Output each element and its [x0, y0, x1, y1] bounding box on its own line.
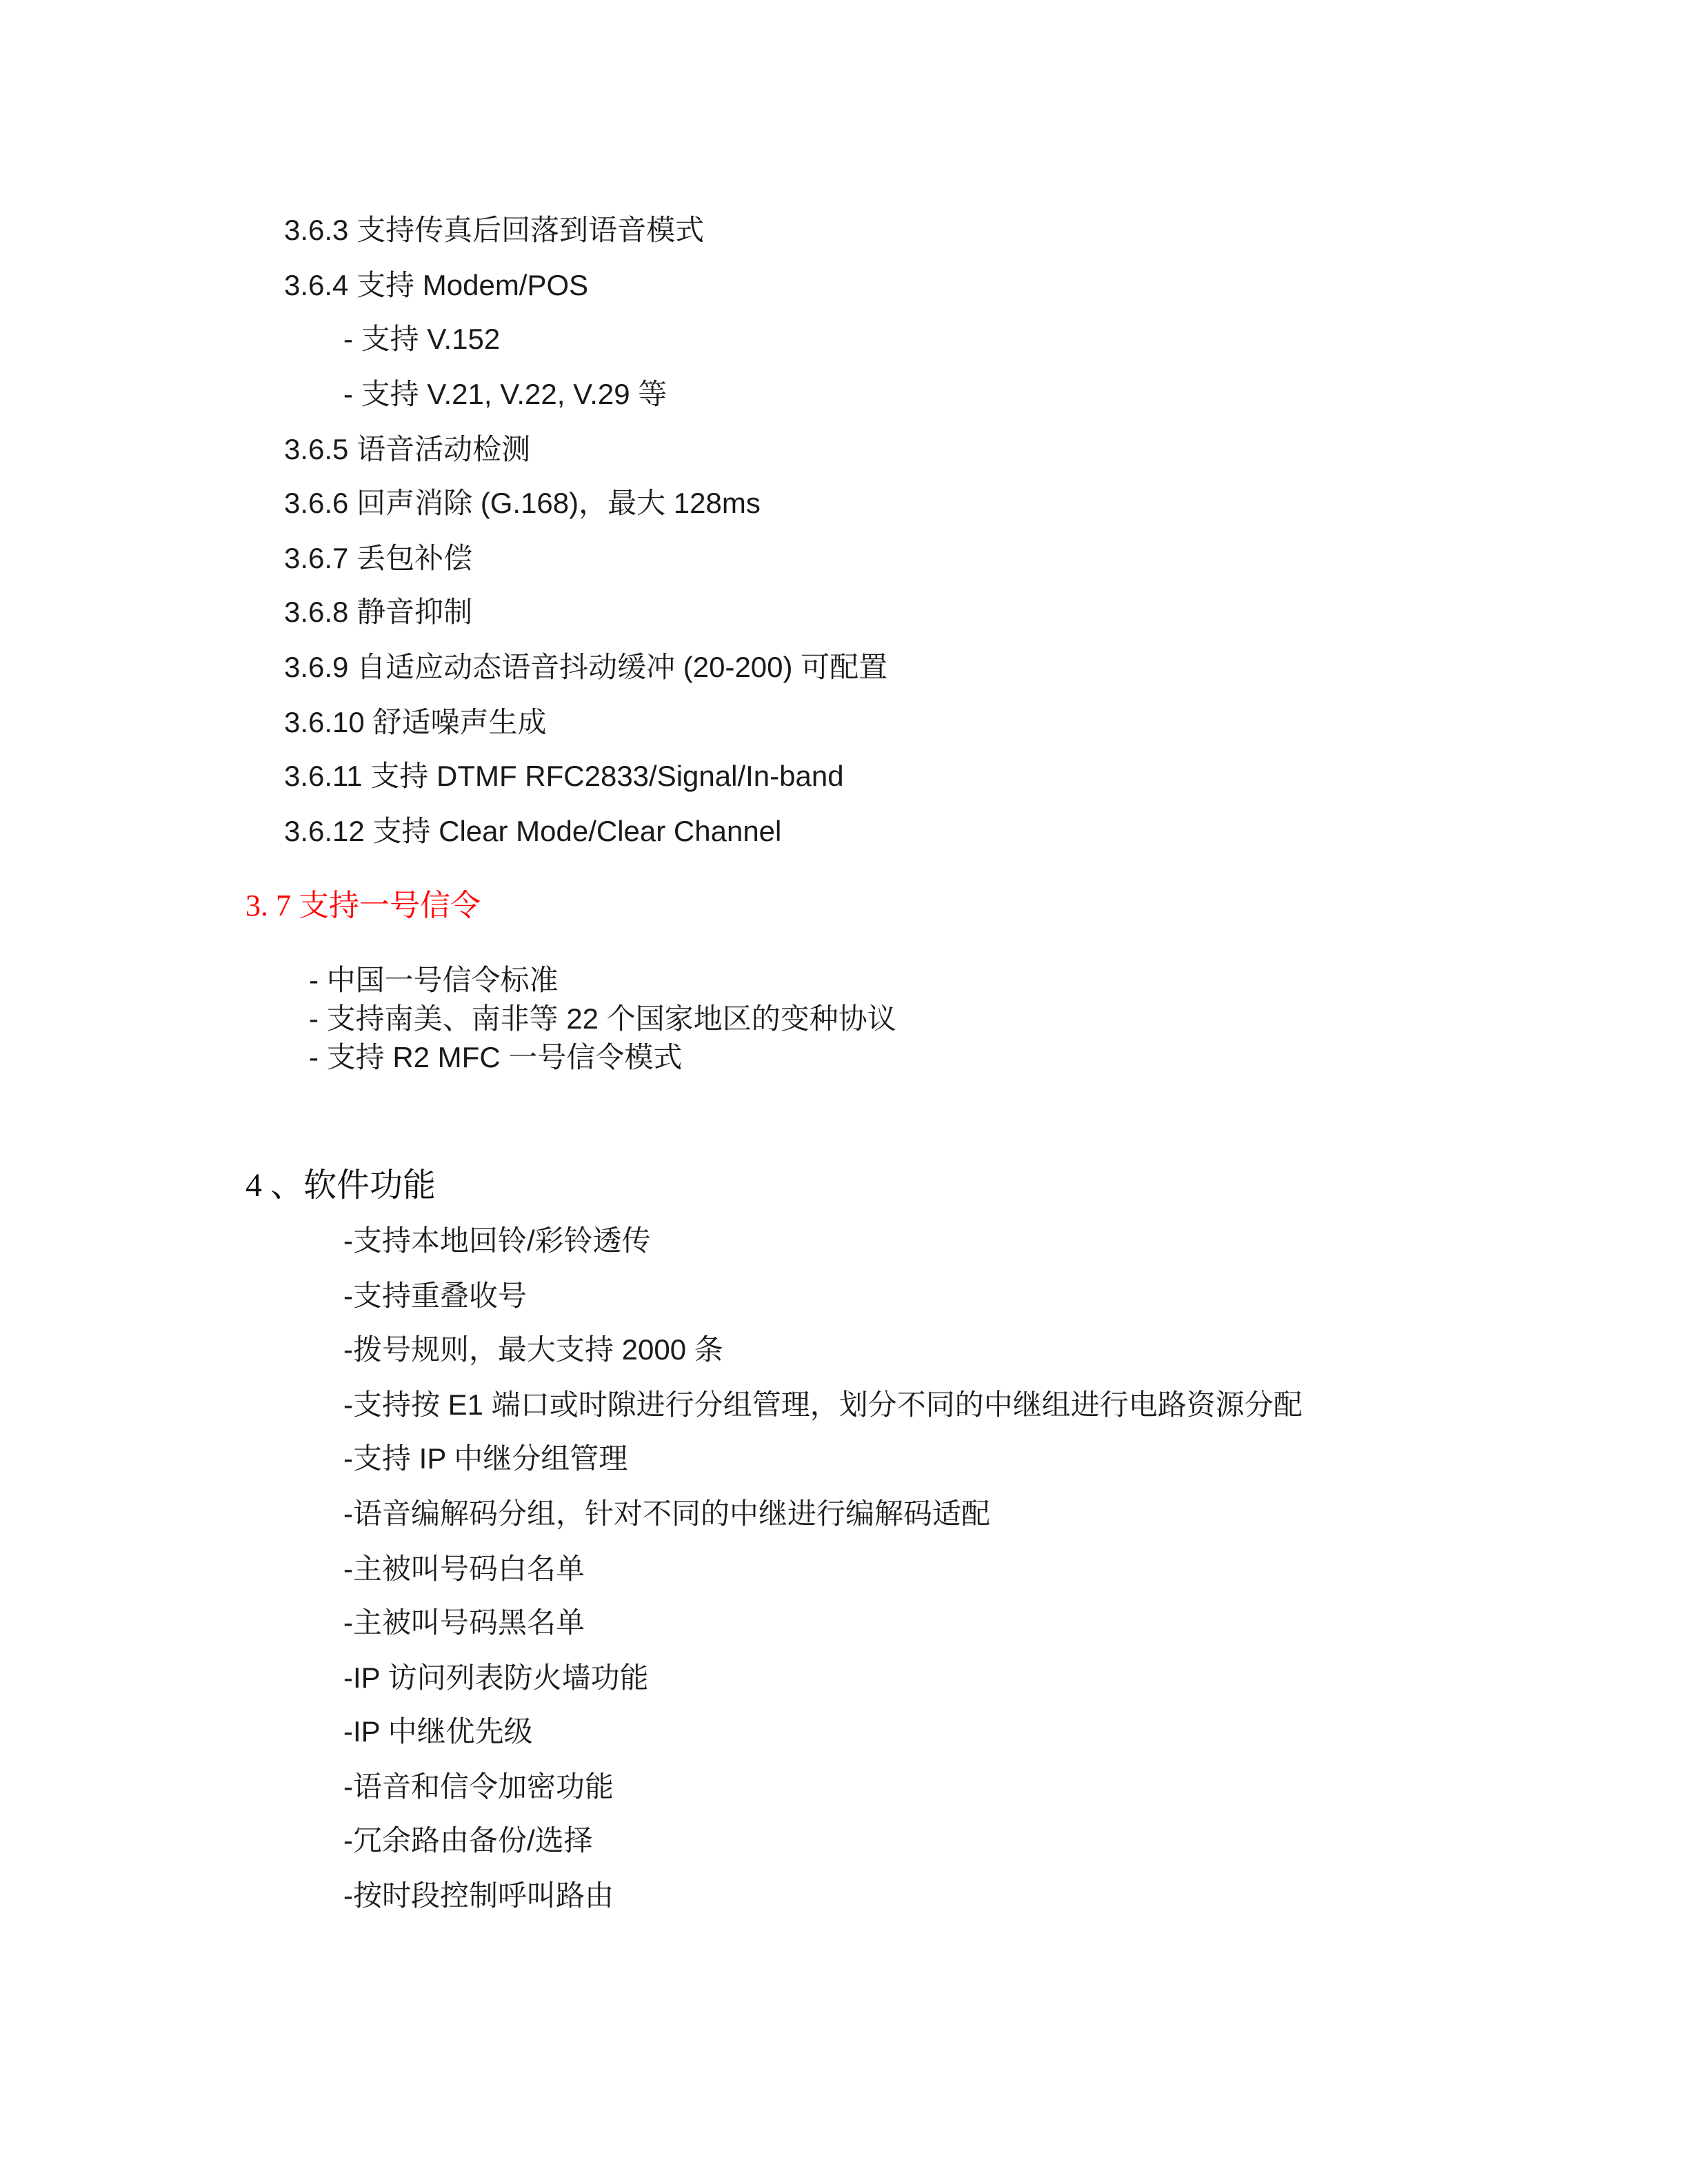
item-3-6-6: 3.6.6 回声消除 (G.168)，最大 128ms [284, 487, 761, 519]
r1-item-china-standard: - 中国一号信令标准 [309, 964, 559, 996]
item-3-6-3: 3.6.3 支持传真后回落到语音模式 [284, 214, 705, 246]
section-heading-3-7: 3. 7 支持一号信令 [245, 889, 481, 922]
feature-item: -主被叫号码白名单 [343, 1553, 585, 1585]
feature-item: -IP 访问列表防火墙功能 [343, 1661, 649, 1694]
item-3-6-12: 3.6.12 支持 Clear Mode/Clear Channel [284, 815, 782, 847]
chapter-heading-4: 4 、软件功能 [245, 1167, 436, 1204]
item-3-6-4: 3.6.4 支持 Modem/POS [284, 269, 589, 301]
feature-item: -语音编解码分组，针对不同的中继进行编解码适配 [343, 1497, 990, 1530]
feature-item: -支持 IP 中继分组管理 [343, 1442, 628, 1475]
feature-item: -冗余路由备份/选择 [343, 1824, 593, 1857]
r1-item-variant-protocols: - 支持南美、南非等 22 个国家地区的变种协议 [309, 1002, 896, 1035]
feature-item: -语音和信令加密功能 [343, 1770, 614, 1803]
item-3-6-8: 3.6.8 静音抑制 [284, 596, 473, 628]
item-3-6-11: 3.6.11 支持 DTMF RFC2833/Signal/In-band [284, 760, 844, 792]
feature-item: -支持重叠收号 [343, 1280, 527, 1312]
feature-item: -IP 中继优先级 [343, 1715, 533, 1748]
sub-item-v152: - 支持 V.152 [343, 323, 501, 355]
feature-item: -按时段控制呼叫路由 [343, 1879, 614, 1912]
item-3-6-7: 3.6.7 丢包补偿 [284, 542, 473, 574]
feature-item: -支持本地回铃/彩铃透传 [343, 1224, 651, 1257]
r1-item-r2-mfc-mode: - 支持 R2 MFC 一号信令模式 [309, 1041, 683, 1073]
feature-item: -拨号规则，最大支持 2000 条 [343, 1333, 723, 1366]
item-3-6-10: 3.6.10 舒适噪声生成 [284, 706, 547, 738]
item-3-6-9: 3.6.9 自适应动态语音抖动缓冲 (20-200) 可配置 [284, 651, 888, 683]
item-3-6-5: 3.6.5 语音活动检测 [284, 433, 531, 465]
sub-item-v21-v22-v29: - 支持 V.21, V.22, V.29 等 [343, 378, 667, 410]
feature-item: -支持按 E1 端口或时隙进行分组管理，划分不同的中继组进行电路资源分配 [343, 1388, 1303, 1421]
feature-item: -主被叫号码黑名单 [343, 1606, 585, 1639]
